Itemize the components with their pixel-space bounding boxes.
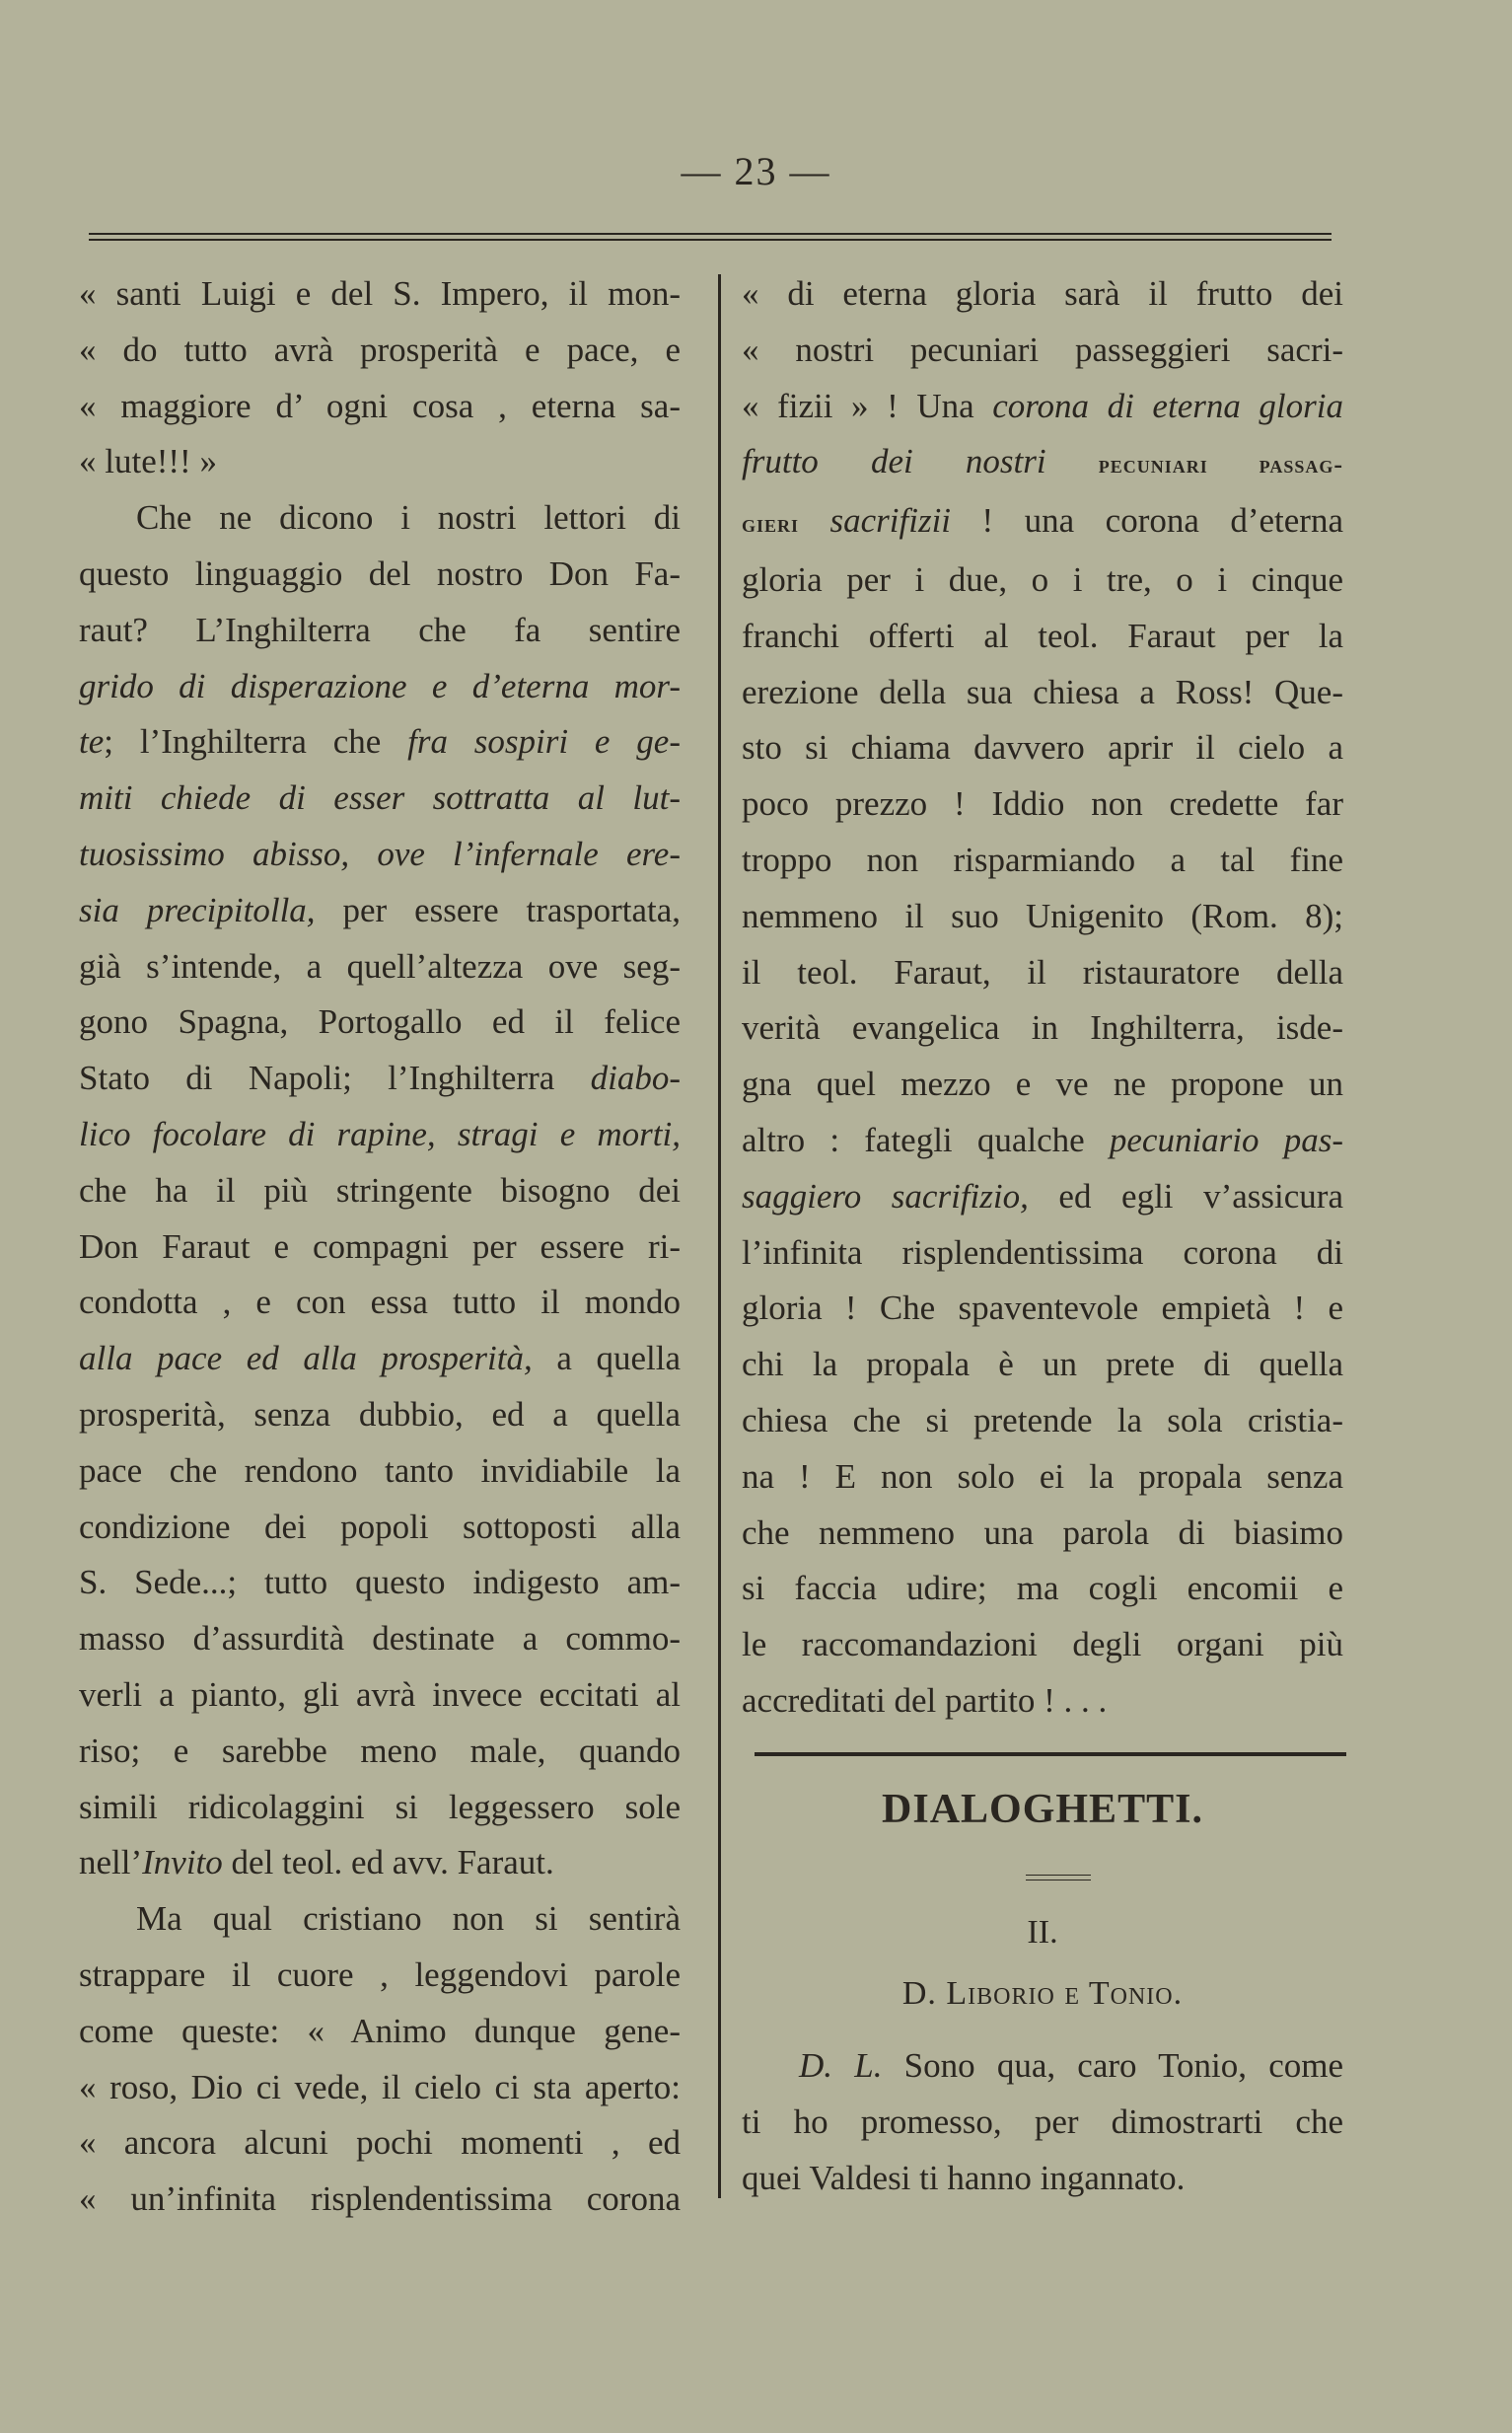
text-run: le raccomandazioni degli organi più [742,1625,1343,1664]
text-line [742,493,1343,553]
text-run: chi la propala è un prete di quella [742,1345,1343,1384]
text-run: ! una corona d’eterna [951,501,1343,541]
text-run: Che ne dicono i nostri lettori di [136,498,681,538]
column-divider [718,274,721,2198]
text-line [79,547,681,603]
text-line [79,323,681,379]
text-line [742,1225,1343,1282]
text-line [79,1835,681,1891]
text-line [742,665,1343,721]
text-run: masso d’assurdità destinate a commo- [79,1619,681,1659]
text-run: ti ho promesso, per dimostrarti che [742,2101,1343,2141]
text-run: il teol. Faraut, il ristauratore della [742,952,1343,992]
text-run: fra sospiri e ge- [407,722,681,762]
text-run: Invito [142,1843,223,1882]
text-run: ; l’Inghilterra che [104,722,408,762]
left-column [79,266,681,2228]
text-run: saggiero sacrifizio, [742,1176,1029,1216]
text-run: a quella [532,1339,682,1378]
text-line [79,2172,681,2228]
text-run: verità evangelica in Inghilterra, isde- [742,1008,1343,1048]
text-line [742,1449,1343,1506]
text-run: frutto dei nostri [742,442,1099,481]
text-line [79,659,681,715]
text-run: te [79,722,105,762]
text-run: D. L. [799,2046,883,2085]
text-line [742,1393,1343,1449]
text-run: gloria per i due, o i tre, o i cinque [742,559,1343,599]
header-rule [89,233,1332,241]
text-run: Ma qual cristiano non si sentirà [136,1899,681,1939]
text-line [79,603,681,659]
section-subtitle: D. Liborio e Tonio. [901,1975,1184,2012]
text-run: pace che rendono tanto invidiabile la [79,1450,681,1490]
text-line [79,2115,681,2172]
text-run: « roso, Dio ci vede, il cielo ci sta aperto: [79,2067,681,2106]
text-run: pecuniari passag- [1098,450,1343,479]
text-line [79,827,681,883]
text-run: per essere trasportata, [315,890,681,929]
text-line [742,266,1343,323]
text-line [79,1891,681,1948]
text-run: nemmeno il suo Unigenito (Rom. 8); [742,896,1343,935]
text-run: che ha il più stringente bisogno dei [79,1170,681,1210]
text-run: pecuniario pas- [1109,1120,1343,1159]
text-run: condotta , e con essa tutto il mondo [79,1283,681,1322]
text-line [742,553,1343,609]
text-run: miti chiede di esser sottratta al lut- [79,778,681,818]
text-line [79,1555,681,1611]
text-line [79,1387,681,1443]
text-line [742,1057,1343,1113]
text-run: verli a pianto, gli avrà invece eccitati al [79,1674,681,1714]
text-run: « lute!!! » [79,442,217,481]
text-line [79,434,681,490]
text-run: diabo- [590,1059,681,1098]
text-run: altro : fategli qualche [742,1120,1110,1159]
text-line [79,883,681,939]
text-run [799,501,829,540]
text-run: « do tutto avrà prosperità e pace, e [79,330,681,369]
text-line [79,1780,681,1836]
text-run: l’infinita risplendentissima corona di [742,1232,1343,1272]
text-run: gieri [742,509,800,539]
text-run: gloria ! Che spaventevole empietà ! e [742,1289,1343,1328]
text-run: lico focolare di rapine, stragi e morti, [79,1114,681,1153]
text-run: tuosissimo abisso, ove l’infernale ere- [79,834,681,873]
text-run: alla pace ed alla prosperità, [79,1339,533,1378]
text-run: Sono qua, caro Tonio, come [882,2046,1344,2085]
text-line [742,323,1343,379]
text-run: strappare il cuore , leggendovi parole [79,1954,681,1994]
text-run: condizione dei popoli sottoposti alla [79,1507,681,1546]
text-line [742,1113,1343,1169]
text-run: ed egli v’assicura [1028,1176,1343,1216]
text-line [742,1673,1343,1730]
text-line [742,1169,1343,1225]
text-run: na ! E non solo ei la propala senza [742,1456,1343,1496]
text-run: come queste: « Animo dunque gene- [79,2011,681,2050]
text-line [79,1107,681,1163]
text-run: quei Valdesi ti hanno ingannato. [742,2158,1186,2197]
text-run: gono Spagna, Portogallo ed il felice [79,1002,681,1042]
dialogue-text [742,2038,1343,2206]
text-run: accreditati del partito ! . . . [742,1680,1108,1720]
text-run: raut? L’Inghilterra che fa sentire [79,610,681,649]
text-run: già s’intende, a quell’altezza ove seg- [79,946,681,986]
text-run: gna quel mezzo e ve ne propone un [742,1065,1343,1104]
text-line [742,2151,1343,2207]
text-run: chiesa che si pretende la sola cristia- [742,1400,1343,1439]
text-run: sto si chiama davvero aprir il cielo a [742,728,1343,768]
text-line [742,2038,1343,2095]
text-line [79,1724,681,1780]
section-title: DIALOGHETTI. [882,1787,1203,1832]
text-run: si faccia udire; ma cogli encomii e [742,1569,1343,1608]
right-column [742,266,1343,1730]
text-line [742,1561,1343,1617]
text-run: S. Sede...; tutto questo indigesto am- [79,1563,681,1602]
text-line [79,1443,681,1500]
text-line [79,771,681,827]
text-line [79,490,681,547]
text-line [79,1219,681,1276]
text-line [79,939,681,995]
text-run: troppo non risparmiando a tal fine [742,840,1343,879]
section-rule [755,1752,1346,1756]
text-line [79,714,681,771]
text-line [742,1337,1343,1393]
text-run: grido di disperazione e d’eterna mor- [79,666,681,705]
text-line [742,720,1343,776]
text-run: Stato di Napoli; l’Inghilterra [79,1059,591,1098]
text-line [742,1000,1343,1057]
text-run: corona di eterna gloria [992,386,1343,425]
text-line [742,609,1343,665]
text-line [742,434,1343,493]
text-line [79,1163,681,1219]
text-line [79,995,681,1051]
text-line [79,1500,681,1556]
text-line [742,945,1343,1001]
text-run: prosperità, senza dubbio, ed a quella [79,1394,681,1434]
text-line [742,889,1343,945]
text-run: « ancora alcuni pochi momenti , ed [79,2123,681,2163]
text-run: sia precipitolla, [79,890,316,929]
text-run: « un’infinita risplendentissima corona [79,2179,681,2219]
text-run: del teol. ed avv. Faraut. [222,1843,554,1882]
section-short-rule [1026,1875,1091,1880]
text-run: « di eterna gloria sarà il frutto dei [742,274,1343,313]
text-run: simili ridicolaggini si leggessero sole [79,1787,681,1826]
text-line [79,2060,681,2116]
text-run: erezione della sua chiesa a Ross! Que- [742,672,1343,711]
text-run: sacrifizii [829,501,952,541]
text-line [742,1617,1343,1673]
text-run: poco prezzo ! Iddio non credette far [742,784,1343,824]
text-line [79,1275,681,1331]
text-line [79,266,681,323]
text-line [79,2004,681,2060]
text-line [79,379,681,435]
text-run: « maggiore d’ ogni cosa , eterna sa- [79,386,681,425]
text-line [79,1051,681,1107]
text-run: franchi offerti al teol. Faraut per la [742,616,1343,655]
text-line [79,1611,681,1667]
text-line [742,833,1343,889]
text-line [742,1281,1343,1337]
text-line [79,1948,681,2004]
text-run: Don Faraut e compagni per essere ri- [79,1226,681,1266]
text-run: « santi Luigi e del S. Impero, il mon- [79,274,681,313]
text-line [79,1667,681,1724]
text-run: « fizii » ! Una [742,386,993,425]
section-number: II. [1027,1914,1058,1951]
page-number: — 23 — [681,149,831,193]
text-run: che nemmeno una parola di biasimo [742,1512,1343,1552]
text-run: riso; e sarebbe meno male, quando [79,1731,681,1770]
text-line [742,1506,1343,1562]
text-line [742,379,1343,435]
text-line [79,1331,681,1387]
text-line [742,2095,1343,2151]
text-run: « nostri pecuniari passeggieri sacri- [742,330,1343,369]
text-line [742,776,1343,833]
text-run: nell’ [79,1843,143,1882]
text-run: questo linguaggio del nostro Don Fa- [79,553,681,593]
